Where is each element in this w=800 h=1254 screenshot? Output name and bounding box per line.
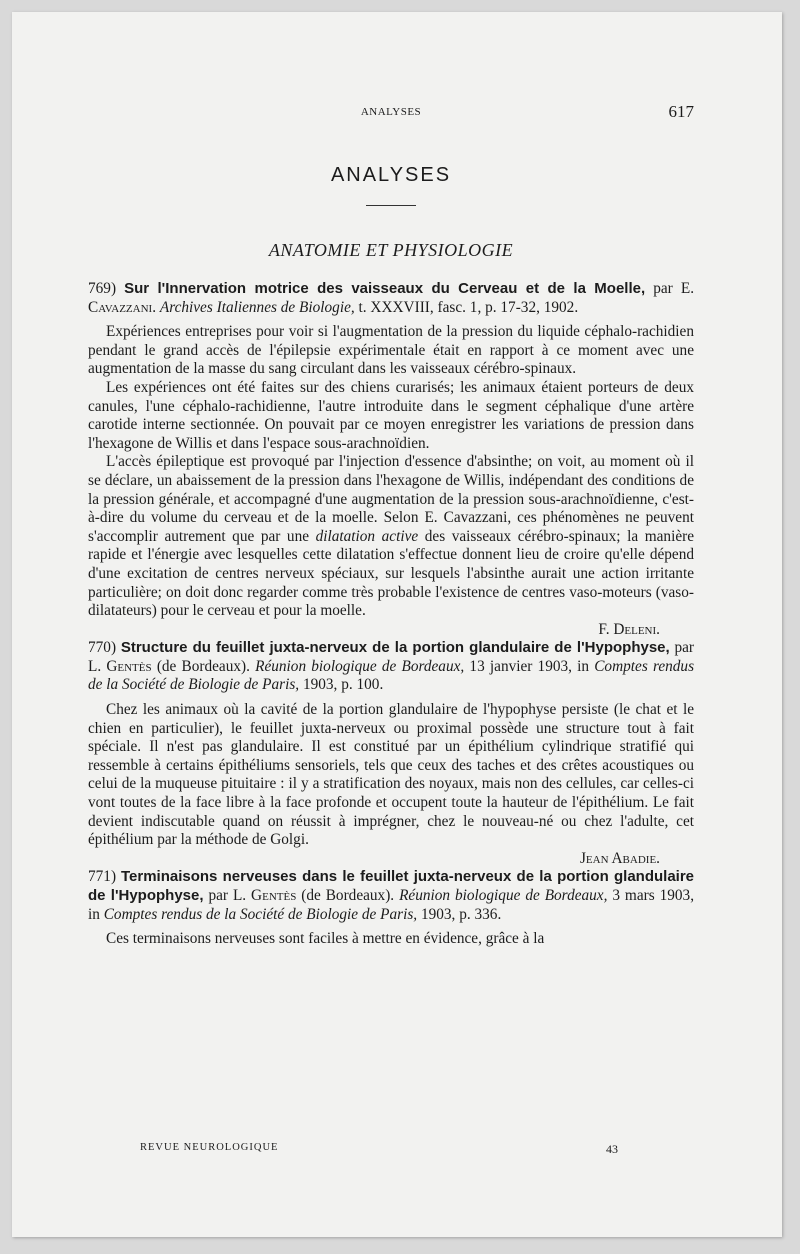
entry-by: par <box>208 887 229 904</box>
entry-number: 769) <box>88 280 117 297</box>
section-title: ANATOMIE ET PHYSIOLOGIE <box>268 240 514 260</box>
paragraph-text: L'accès épileptique est provoqué par l'injection d'essence d'absinthe; on voit, au moment où il se déclare, un abaissement de la pression dans l'hexagone de Willis, indépendant des conditions de la pression générale, et accompagné d'une augmentation de la pression sous-arachnoïdienne, c'est-à-dire du volume du cerveau et de la moelle. Selon E. Cavazzani, ces phénomènes ne peuvent s'accomplir autrement que par une <box>88 453 694 545</box>
entry-details: t. XXXVIII, fasc. 1, p. 17-32, 1902. <box>358 298 579 316</box>
entry-author: L. Gentès <box>88 657 152 675</box>
entry-number: 770) <box>88 639 117 657</box>
entry-source: Réunion biologique de Bordeaux, <box>399 887 608 904</box>
entry-title: Structure du feuillet juxta-nerveux de la portion glandulaire de l'Hypophyse, <box>120 639 670 657</box>
entry-770-heading <box>88 639 694 695</box>
page-number: 617 <box>668 102 694 121</box>
signature-mark: 43 <box>606 1142 618 1156</box>
entry-number: 771) <box>88 868 117 886</box>
entry-title: Sur l'Innervation motrice des vaisseaux du Cerveau et de la Moelle, <box>124 280 646 297</box>
entry-source-2: Comptes rendus de la Société de Biologie de Paris, <box>103 905 418 923</box>
entry-769-paragraph-2: Les expériences ont été faites sur des chiens curarisés; les animaux étaient porteurs de deux canules, l'une céphalo-rachidienne, l'autre introduite dans le segment céphalique d'une artère carotide interne sectionnée. On pouvait par ce moyen enregistrer les variations de pression dans l'hexagone de Willis et dans l'espace sous-arachnoïdien. <box>88 378 694 452</box>
entry-source: Réunion biologique de Bordeaux, <box>255 657 465 675</box>
main-title: ANALYSES <box>330 164 452 186</box>
entry-770-paragraph-1: Chez les animaux où la cavité de la portion glandulaire de l'hypophyse persiste (le chat et le chien en particulier), le feuillet juxta-nerveux ou proximal possède une structure tout à fait spéciale. Il n'est pas glandulaire. Il est constitué par un épithélium cylindrique stratifié qui ressemble à certains épithéliums sensoriels, tels que ceux des taches et des crêtes acoustiques ou celui de la muqueuse pituitaire : il y a stratification des noyaux, mais non des cellules, car celles-ci vont toutes de la face libre à la face profonde et occupent toute la hauteur de l'épithélium. Le fait devient indiscutable quand on réussit à imprégner, chez le nouveau-né ou chez l'adulte, cet épithélium par la méthode de Golgi. <box>88 701 694 849</box>
entry-769-paragraph-1: Expériences entreprises pour voir si l'augmentation de la pression du liquide céphalo-rachidien pendant le grand accès de l'épilepsie expérimentale était en rapport à ce moment avec une augmentation de la masse du sang circulant dans les vaisseaux cérébro-spinaux. <box>88 323 694 378</box>
entry-769-heading <box>88 280 694 317</box>
entry-769-signature: F. Deleni. <box>598 620 660 638</box>
paragraph-text: des vaisseaux cérébro-spinaux; la manière rapide et l'énergie avec lesquelles cette dilatation s'effectue donnent lieu de croire qu'elle dépend d'une excitation de centres nerveux spéciaux, sur lesquels l'absinthe aurait une action irritante particulière; on doit donc regarder comme très probable l'existence de centres vaso-moteurs (vaso-dilatateurs) pour le cerveau et pour la moelle. <box>88 527 694 620</box>
page-footer <box>88 1142 694 1162</box>
entry-by: par <box>674 639 694 657</box>
book-page <box>12 12 782 1237</box>
emphasis-text: dilatation active <box>315 527 419 545</box>
entry-author: L. Gentès <box>232 887 297 904</box>
entry-source-2: Comptes rendus de la Société de Biologie de Paris, <box>88 657 695 694</box>
title-rule <box>366 205 416 206</box>
entry-771-paragraph-1: Ces terminaisons nerveuses sont faciles à mettre en évidence, grâce à la <box>106 930 545 948</box>
entry-by: par <box>653 280 673 297</box>
entry-details: 1903, p. 336. <box>420 905 502 923</box>
running-head-title: ANALYSES <box>360 106 422 118</box>
entry-source: Archives Italiennes de Biologie, <box>159 298 355 316</box>
entry-769-paragraph-3 <box>88 453 694 620</box>
entry-770-signature: Jean Abadie. <box>579 849 660 867</box>
entry-date: 13 janvier 1903, in <box>469 657 590 675</box>
entry-date: 3 mars 1903, in <box>88 887 695 923</box>
entry-details: 1903, p. 100. <box>302 676 384 694</box>
entry-author: E. Cavazzani. <box>88 280 695 316</box>
entry-affiliation: (de Bordeaux). <box>156 657 250 675</box>
entry-affiliation: (de Bordeaux). <box>301 887 395 904</box>
running-head <box>88 102 694 122</box>
entry-title: Terminaisons nerveuses dans le feuillet juxta-nerveux de la portion glandulaire de l'Hypophyse, <box>88 868 695 904</box>
article-body <box>88 280 694 949</box>
entry-771-heading <box>88 868 694 924</box>
journal-name: REVUE NEUROLOGIQUE <box>140 1142 279 1153</box>
